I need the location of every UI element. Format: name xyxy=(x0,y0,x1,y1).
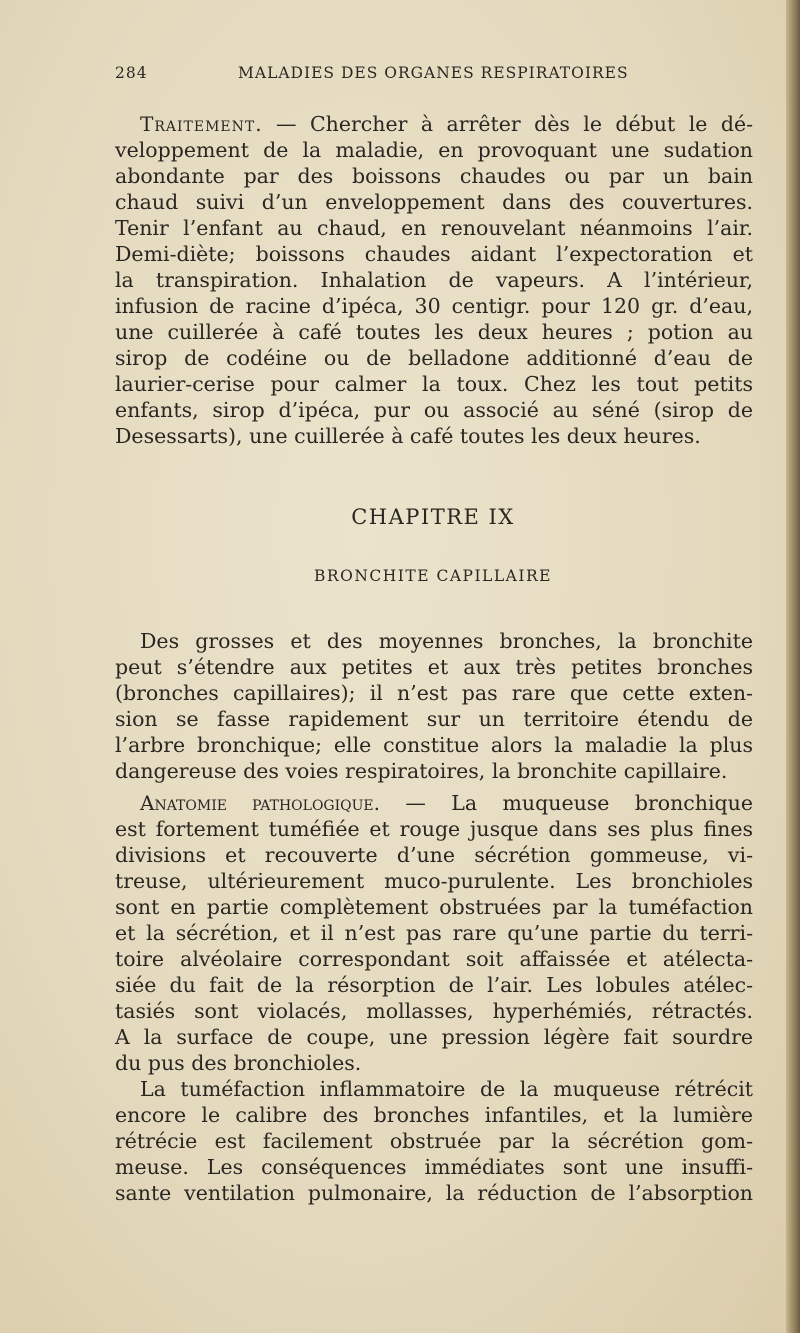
text-line: sante ventilation pulmonaire, la réduction de l’absorption xyxy=(115,1181,753,1205)
text-line: Tenir l’enfant au chaud, en renouvelant néanmoins l’air. xyxy=(115,216,753,240)
text-line: sirop de codéine ou de belladone additionné d’eau de xyxy=(115,346,753,370)
chapter-subtitle: BRONCHITE CAPILLAIRE xyxy=(314,567,552,585)
text-line: est fortement tuméfiée et rouge jusque dans ses plus fines xyxy=(115,817,753,841)
section-heading-traitement: Traitement. xyxy=(140,112,263,136)
text-line: Des grosses et des moyennes bronches, la bronchite xyxy=(140,629,753,653)
text-line: abondante par des boissons chaudes ou par un bain xyxy=(115,164,753,188)
text-line: divisions et recouverte d’une sécrétion gommeuse, vi- xyxy=(115,843,753,867)
text-line: rétrécie est facilement obstruée par la sécrétion gom- xyxy=(115,1129,753,1153)
text-line: A la surface de coupe, une pression légère fait sourdre xyxy=(115,1025,753,1049)
text-line: Demi-diète; boissons chaudes aidant l’expectoration et xyxy=(115,242,753,266)
text-line: sont en partie complètement obstruées par la tuméfaction xyxy=(115,895,753,919)
text-line: La tuméfaction inflammatoire de la muqueuse rétrécit xyxy=(140,1077,753,1101)
text-span: — Chercher à arrêter dès le début le dé- xyxy=(262,112,753,136)
text-line: sion se fasse rapidement sur un territoire étendu de xyxy=(115,707,753,731)
text-line: laurier-cerise pour calmer la toux. Chez les tout petits xyxy=(115,372,753,396)
text-line: du pus des bronchioles. xyxy=(115,1051,362,1075)
page-edge xyxy=(786,0,800,1333)
running-title: MALADIES DES ORGANES RESPIRATOIRES xyxy=(238,64,629,82)
text-line: treuse, ultérieurement muco-purulente. Les bronchioles xyxy=(115,869,753,893)
text-line: encore le calibre des bronches infantiles, et la lumière xyxy=(115,1103,753,1127)
text-line: tasiés sont violacés, mollasses, hyperhémiés, rétractés. xyxy=(115,999,753,1023)
text-line: veloppement de la maladie, en provoquant une sudation xyxy=(115,138,753,162)
text-line: meuse. Les conséquences immédiates sont une insuffi- xyxy=(115,1155,753,1179)
text-line: infusion de racine d’ipéca, 30 centigr. pour 120 gr. d’eau, xyxy=(115,294,753,318)
page-number: 284 xyxy=(115,64,148,82)
text-line: dangereuse des voies respiratoires, la bronchite capillaire. xyxy=(115,759,728,783)
text-line: (bronches capillaires); il n’est pas rare que cette exten- xyxy=(115,681,753,705)
running-header xyxy=(115,64,755,86)
text-line: l’arbre bronchique; elle constitue alors la maladie la plus xyxy=(115,733,753,757)
text-line: la transpiration. Inhalation de vapeurs. A l’intérieur, xyxy=(115,268,753,292)
text-span: — La muqueuse bronchique xyxy=(380,791,753,815)
text-line: Desessarts), une cuillerée à café toutes les deux heures. xyxy=(115,424,701,448)
text-line: siée du fait de la résorption de l’air. Les lobules atélec- xyxy=(115,973,753,997)
section-heading-anatomie: Anatomie pathologique. xyxy=(140,791,381,815)
text-line: une cuillerée à café toutes les deux heures ; potion au xyxy=(115,320,753,344)
text-line: et la sécrétion, et il n’est pas rare qu’une partie du terri- xyxy=(115,921,753,945)
text-line: peut s’étendre aux petites et aux très petites bronches xyxy=(115,655,753,679)
text-line: enfants, sirop d’ipéca, pur ou associé au séné (sirop de xyxy=(115,398,753,422)
text-line: toire alvéolaire correspondant soit affaissée et atélecta- xyxy=(115,947,753,971)
text-line: chaud suivi d’un enveloppement dans des couvertures. xyxy=(115,190,753,214)
chapter-title: CHAPITRE IX xyxy=(351,505,515,529)
